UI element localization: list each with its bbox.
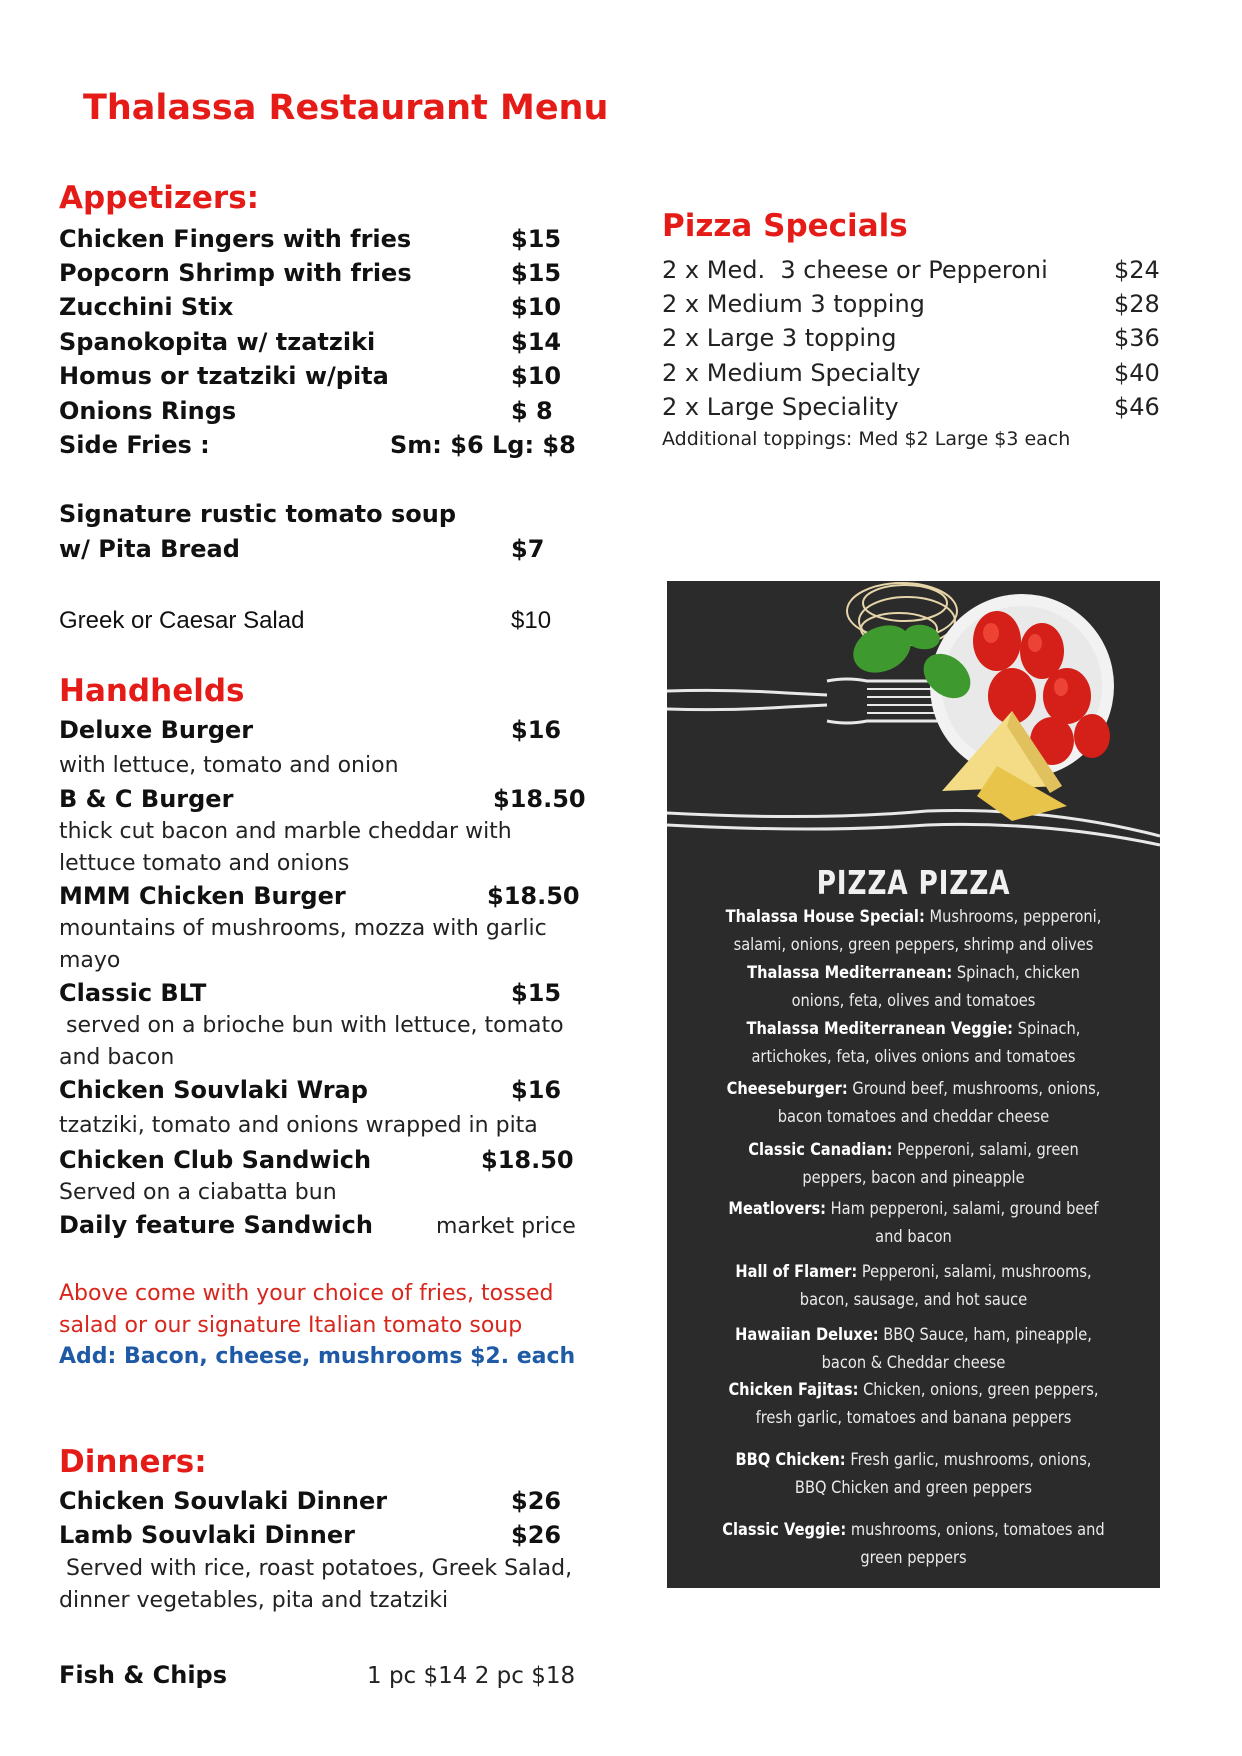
pizza-special-price: $40 [1114, 359, 1160, 387]
menu-item-price: $18.50 [481, 1146, 574, 1174]
board-pizza-entry [719, 903, 1109, 959]
pizza-toppings-note: Additional toppings: Med $2 Large $3 each [662, 428, 1071, 450]
menu-item-name: Popcorn Shrimp with fries [59, 259, 412, 287]
fish-chips-name: Fish & Chips [59, 1661, 228, 1689]
board-pizza-name: Classic Canadian: [748, 1140, 893, 1160]
sides-note-line1: Above come with your choice of fries, tossed [59, 1281, 554, 1306]
board-pizza-entry [719, 1321, 1109, 1377]
menu-item-desc: mayo [59, 948, 121, 973]
pizza-special-price: $28 [1114, 290, 1160, 318]
menu-item-name: Deluxe Burger [59, 716, 254, 744]
board-pizza-desc: Spinach, chicken onions, feta, olives and tomatoes [791, 963, 1080, 1011]
soup-name-line1: Signature rustic tomato soup [59, 500, 457, 528]
menu-item-price: $10 [511, 293, 562, 321]
pizza-special-name: 2 x Large Speciality [662, 393, 899, 421]
menu-item-name: Homus or tzatziki w/pita [59, 362, 389, 390]
pizza-special-price: $36 [1114, 324, 1160, 352]
menu-item-price: $15 [511, 225, 562, 253]
menu-item-name: MMM Chicken Burger [59, 882, 346, 910]
menu-item-name: Onions Rings [59, 397, 237, 425]
board-pizza-entry [719, 1075, 1109, 1131]
menu-item-price: $26 [511, 1521, 562, 1549]
board-pizza-entry [719, 1015, 1109, 1071]
salad-name: Greek or Caesar Salad [59, 607, 305, 634]
board-pizza-desc: Chicken, onions, green peppers, fresh garlic, tomatoes and banana peppers [755, 1380, 1099, 1428]
pizza-chalkboard-image [667, 581, 1160, 1588]
board-pizza-entry [719, 959, 1109, 1015]
addons-note: Add: Bacon, cheese, mushrooms $2. each [59, 1344, 576, 1369]
pizza-special-name: 2 x Large 3 topping [662, 324, 897, 352]
fish-chips-price: 1 pc $14 2 pc $18 [367, 1663, 576, 1689]
board-pizza-name: Chicken Fajitas: [728, 1380, 859, 1400]
appetizers-heading: Appetizers: [59, 180, 260, 216]
board-pizza-entry [719, 1195, 1109, 1251]
salad-price: $10 [511, 607, 552, 634]
menu-item-desc: and bacon [59, 1045, 175, 1070]
board-pizza-name: Thalassa House Special: [725, 907, 925, 927]
menu-item-desc: with lettuce, tomato and onion [59, 753, 399, 778]
board-pizza-name: Hawaiian Deluxe: [735, 1325, 879, 1345]
menu-item-name: Daily feature Sandwich [59, 1211, 373, 1239]
menu-item-price: $18.50 [493, 785, 586, 813]
pizza-special-price: $24 [1114, 256, 1160, 284]
soup-name-line2: w/ Pita Bread [59, 535, 240, 563]
board-pizza-entry [719, 1136, 1109, 1192]
menu-item-name: Lamb Souvlaki Dinner [59, 1521, 355, 1549]
dinners-heading: Dinners: [59, 1444, 207, 1480]
menu-item-price: $10 [511, 362, 562, 390]
menu-item-name: Spanokopita w/ tzatziki [59, 328, 376, 356]
menu-item-name: Chicken Souvlaki Wrap [59, 1076, 368, 1104]
board-pizza-name: Classic Veggie: [722, 1520, 847, 1540]
board-pizza-desc: Ham pepperoni, salami, ground beef and bacon [830, 1199, 1099, 1247]
sides-note-line2: salad or our signature Italian tomato soup [59, 1313, 523, 1338]
handhelds-heading: Handhelds [59, 673, 245, 709]
board-pizza-desc: mushrooms, onions, tomatoes and green peppers [850, 1520, 1105, 1568]
menu-item-desc: tzatziki, tomato and onions wrapped in pita [59, 1113, 538, 1138]
menu-item-price: $16 [511, 716, 562, 744]
menu-item-name: Chicken Fingers with fries [59, 225, 412, 253]
menu-item-price: $16 [511, 1076, 562, 1104]
board-pizza-name: BBQ Chicken: [735, 1450, 846, 1470]
menu-item-price: $18.50 [487, 882, 580, 910]
dinner-desc-line1: Served with rice, roast potatoes, Greek Salad, [59, 1556, 573, 1581]
board-pizza-name: Hall of Flamer: [735, 1262, 858, 1282]
board-pizza-name: Meatlovers: [728, 1199, 827, 1219]
board-pizza-entry [719, 1446, 1109, 1502]
menu-item-name: Classic BLT [59, 979, 207, 1007]
menu-item-price: $ 8 [511, 397, 553, 425]
menu-item-desc: Served on a ciabatta bun [59, 1180, 337, 1205]
menu-item-name: Side Fries : [59, 431, 210, 459]
menu-item-desc: lettuce tomato and onions [59, 851, 350, 876]
menu-item-price: Sm: $6 Lg: $8 [390, 431, 576, 459]
board-pizza-entry [719, 1258, 1109, 1314]
menu-item-price: $26 [511, 1487, 562, 1515]
pizza-special-name: 2 x Medium Specialty [662, 359, 921, 387]
menu-item-name: B & C Burger [59, 785, 234, 813]
board-pizza-name: Thalassa Mediterranean Veggie: [746, 1019, 1013, 1039]
board-pizza-desc: Fresh garlic, mushrooms, onions, BBQ Chicken and green peppers [794, 1450, 1092, 1498]
menu-item-desc: served on a brioche bun with lettuce, tomato [59, 1013, 564, 1038]
board-pizza-entry [719, 1516, 1109, 1572]
pizza-special-name: 2 x Medium 3 topping [662, 290, 925, 318]
pizza-special-name: 2 x Med. 3 cheese or Pepperoni [662, 256, 1048, 284]
menu-item-desc: mountains of mushrooms, mozza with garlic [59, 916, 547, 941]
board-pizza-desc: Pepperoni, salami, mushrooms, bacon, sausage, and hot sauce [799, 1262, 1092, 1310]
board-pizza-desc: Spinach, artichokes, feta, olives onions and tomatoes [751, 1019, 1081, 1067]
board-title: PIZZA PIZZA [816, 863, 1011, 902]
dinner-desc-line2: dinner vegetables, pita and tzatziki [59, 1588, 449, 1613]
menu-item-price: $15 [511, 259, 562, 287]
menu-item-price: $14 [511, 328, 562, 356]
board-pizza-name: Thalassa Mediterranean: [747, 963, 953, 983]
pizza-specials-heading: Pizza Specials [662, 208, 908, 244]
soup-price: $7 [511, 535, 545, 563]
menu-item-name: Chicken Club Sandwich [59, 1146, 372, 1174]
menu-item-name: Chicken Souvlaki Dinner [59, 1487, 388, 1515]
board-pizza-desc: BBQ Sauce, ham, pineapple, bacon & Cheddar cheese [821, 1325, 1092, 1373]
page-title: Thalassa Restaurant Menu [83, 88, 609, 128]
board-pizza-name: Cheeseburger: [726, 1079, 848, 1099]
menu-item-desc: thick cut bacon and marble cheddar with [59, 819, 512, 844]
board-pizza-desc: Pepperoni, salami, green peppers, bacon and pineapple [802, 1140, 1079, 1188]
pizza-special-price: $46 [1114, 393, 1160, 421]
menu-item-price: market price [436, 1214, 576, 1239]
menu-item-name: Zucchini Stix [59, 293, 234, 321]
board-pizza-desc: Mushrooms, pepperoni, salami, onions, green peppers, shrimp and olives [733, 907, 1102, 955]
board-pizza-entry [719, 1376, 1109, 1432]
board-pizza-desc: Ground beef, mushrooms, onions, bacon tomatoes and cheddar cheese [777, 1079, 1101, 1127]
menu-item-price: $15 [511, 979, 562, 1007]
